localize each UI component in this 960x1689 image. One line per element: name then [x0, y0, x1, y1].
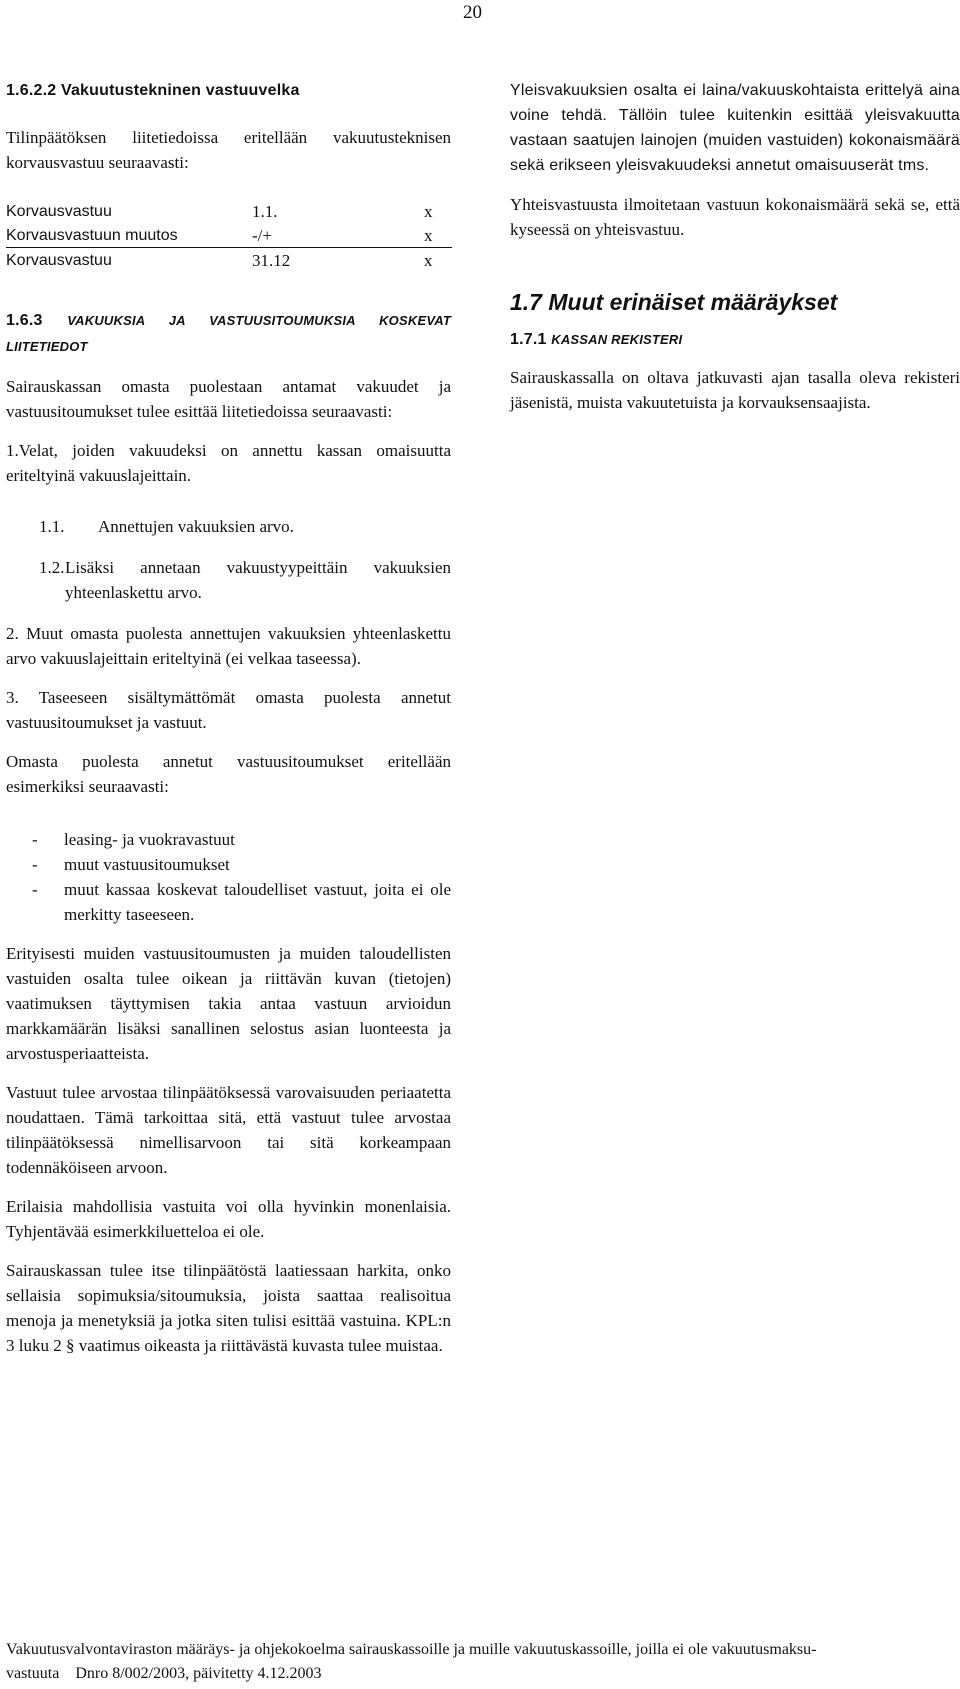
table-cell-date: 31.12: [252, 251, 291, 270]
paragraph: Tilinpäätöksen liitetiedoissa eritellään vakuutusteknisen korvausvastuu seuraavasti:: [6, 128, 451, 172]
right-column: [510, 78, 960, 415]
section-heading-1-7: 1.7 Muut erinäiset määräykset: [510, 289, 838, 315]
paragraph: Yhteisvastuusta ilmoitetaan vastuun kokonaismäärä sekä se, että kyseessä on yhteisvastuu.: [510, 195, 960, 239]
section-heading-1-6-3: [6, 308, 451, 360]
paragraph: Sairauskassalla on oltava jatkuvasti ajan tasalla oleva rekisteri jäsenistä, muista vakuutetuista ja korvauksensaajista.: [510, 368, 960, 412]
table-cell-value: x: [424, 202, 433, 221]
list-item-text: muut vastuusitoumukset: [64, 855, 230, 874]
list-item: [6, 827, 451, 852]
sub-item-number: 1.2.: [39, 558, 65, 577]
page-footer: [6, 1638, 956, 1686]
liability-table: [6, 199, 451, 272]
paragraph: 1.Velat, joiden vakuudeksi on annettu kassan omaisuutta eriteltyinä vakuuslajeittain.: [6, 441, 451, 485]
paragraph: Sairauskassan omasta puolestaan antamat vakuudet ja vastuusitoumukset tulee esittää liitetiedoissa seuraavasti:: [6, 377, 451, 421]
page-number: 20: [463, 2, 482, 23]
paragraph: Yleisvakuuksien osalta ei laina/vakuuskohtaista erittelyä aina voine tehdä. Tällöin tulee kuitenkin esittää yleisvakuutta vastaan saatujen lainojen (muiden vastuiden) kokonaismäärä sekä erikseen yleisvakuudeksi annetut omaisuuserät tms.: [510, 82, 960, 174]
table-cell-date: 1.1.: [252, 202, 278, 221]
sub-item-text: Lisäksi annetaan vakuustyypeittäin vakuuksien yhteenlaskettu arvo.: [65, 558, 451, 602]
list-item-text: muut kassaa koskevat taloudelliset vastuut, joita ei ole merkitty taseeseen.: [64, 880, 451, 924]
section-heading-1-7-1: [510, 327, 960, 353]
dash-list: [6, 827, 451, 927]
paragraph: 2. Muut omasta puolesta annettujen vakuuksien yhteenlaskettu arvo vakuuslajeittain eriteltyinä (ei velkaa taseessa).: [6, 624, 451, 668]
paragraph: Erityisesti muiden vastuusitoumusten ja muiden taloudellisten vastuiden osalta tulee oikean ja riittävän kuvan (tietojen) vaatimuksen täyttymisen takia antaa vastuun arvioidun markkamäärän lisäksi sanallinen selostus asian luonteesta ja arvostusperiaatteista.: [6, 944, 451, 1063]
sub-item: [6, 555, 451, 605]
heading-number: 1.6.3: [6, 312, 43, 329]
list-item: [6, 852, 451, 877]
list-dash: -: [32, 830, 38, 849]
table-cell-date: -/+: [252, 226, 272, 245]
table-cell-value: x: [424, 251, 433, 270]
sub-item-number: 1.1.: [39, 517, 65, 536]
table-cell-label: Korvausvastuun muutos: [6, 227, 178, 244]
left-column: [6, 78, 451, 1358]
paragraph: 3. Taseeseen sisältymättömät omasta puolesta annetut vastuusitoumukset ja vastuut.: [6, 688, 451, 732]
table-row: [6, 199, 451, 223]
heading-text: VAKUUKSIA JA VASTUUSITOUMUKSIA KOSKEVAT LIITETIEDOT: [6, 313, 451, 354]
paragraph: Vastuut tulee arvostaa tilinpäätöksessä varovaisuuden periaatetta noudattaen. Tämä tarkoittaa sitä, että vastuut tulee arvostaa tilinpäätöksessä nimellisarvoon tai sitä korkeampaan todennäköiseen arvoon.: [6, 1083, 451, 1177]
list-dash: -: [32, 880, 38, 899]
table-cell-label: Korvausvastuu: [6, 203, 112, 220]
sub-item-text: Annettujen vakuuksien arvo.: [98, 517, 294, 536]
footer-line: vastuuta Dnro 8/002/2003, päivitetty 4.12.2003: [6, 1665, 322, 1682]
table-cell-label: Korvausvastuu: [6, 252, 112, 269]
paragraph: Omasta puolesta annetut vastuusitoumukset eritellään esimerkiksi seuraavasti:: [6, 752, 451, 796]
sub-item: [6, 514, 451, 539]
paragraph: Erilaisia mahdollisia vastuita voi olla hyvinkin monenlaisia. Tyhjentävää esimerkkiluetteloa ei ole.: [6, 1197, 451, 1241]
heading-text: KASSAN REKISTERI: [551, 332, 683, 347]
list-dash: -: [32, 855, 38, 874]
table-cell-value: x: [424, 226, 433, 245]
list-item-text: leasing- ja vuokravastuut: [64, 830, 235, 849]
footer-line: Vakuutusvalvontaviraston määräys- ja ohjekokoelma sairauskassoille ja muille vakuutuskassoille, joilla ei ole vakuutusmaksu-: [6, 1641, 817, 1658]
section-heading-1-6-2-2: 1.6.2.2 Vakuutustekninen vastuuvelka: [6, 82, 300, 99]
table-row: [6, 248, 451, 272]
heading-number: 1.7.1: [510, 331, 547, 348]
table-row: [6, 223, 452, 248]
paragraph: Sairauskassan tulee itse tilinpäätöstä laatiessaan harkita, onko sellaisia sopimuksia/sitoumuksia, joista saattaa realisoitua menoja ja menetyksiä ja jotka siten tulisi esittää vastuina. KPL:n 3 luku 2 § vaatimus oikeasta ja riittävästä kuvasta tulee muistaa.: [6, 1261, 451, 1355]
list-item: [6, 877, 451, 927]
